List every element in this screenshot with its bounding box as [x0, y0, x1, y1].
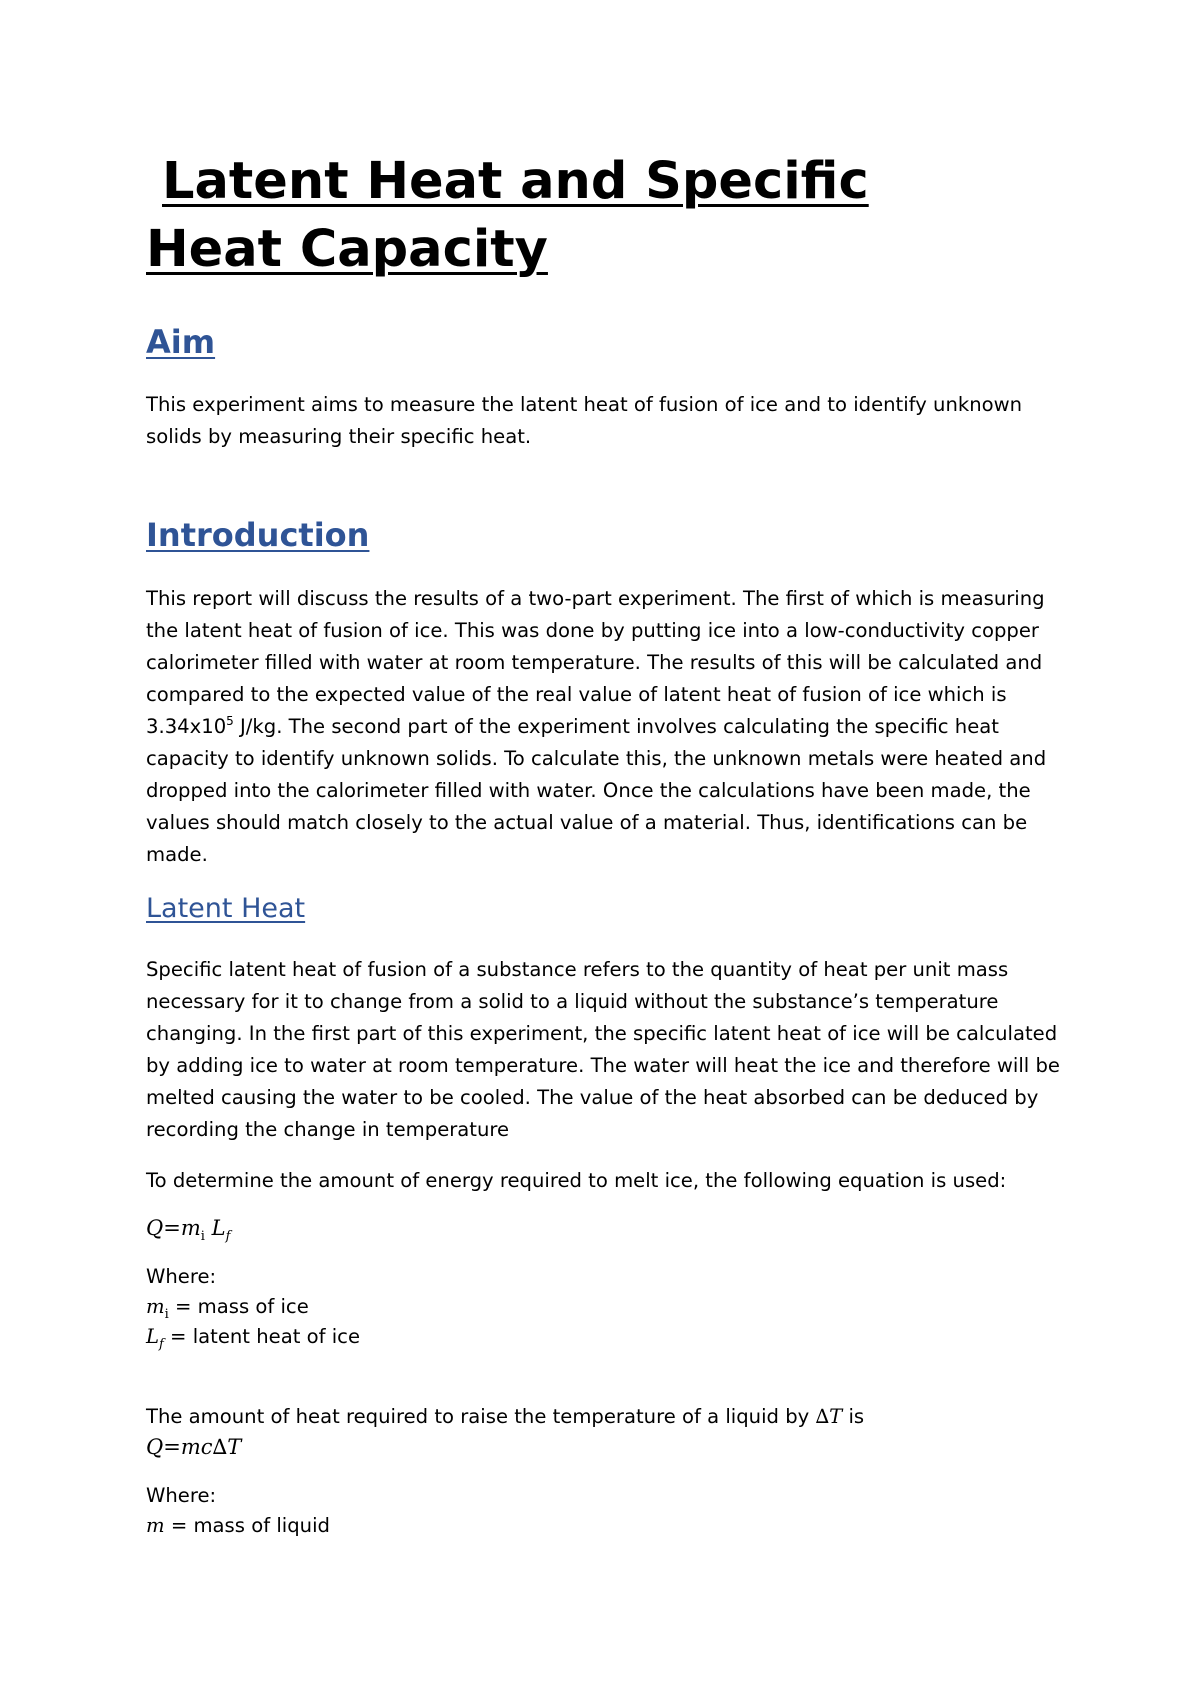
value-base: 3.34x10: [146, 715, 227, 738]
where-label-2: Where:: [146, 1484, 217, 1507]
where-label-1: Where:: [146, 1265, 217, 1288]
latent-heat-value: [146, 715, 234, 738]
latent-heat-heading: Latent Heat: [146, 893, 306, 924]
definition-mass-ice: $m_i$ = mass of ice: [146, 1295, 309, 1322]
aim-paragraph: This experiment aims to measure the latent heat of fusion of ice and to identify unknown solids by measuring their specific heat.: [146, 393, 1023, 448]
document-title: [146, 148, 1046, 284]
introduction-paragraph: [146, 583, 1076, 871]
introduction-heading: Introduction: [146, 516, 370, 554]
aim-heading: Aim: [146, 323, 216, 361]
equation-intro: To determine the amount of energy required to melt ice, the following equation is used:: [146, 1169, 1007, 1192]
intro-text-part2: J/kg. The second part of the experiment involves calculating the specific heat capacity to identify unknown solids. To calculate this, the unknown metals were heated and dropped into the calorimeter filled with water. Once the calculations have been made, the values should match closely to the actual value of a material. Thus, identifications can be made.: [146, 715, 1047, 866]
equation-q-mc-delta-t: Q=mc∆T: [146, 1435, 242, 1459]
title-line-1: Latent Heat and Specific: [162, 152, 869, 211]
definition-latent-heat: $L_f$ = latent heat of ice: [146, 1325, 360, 1352]
intro-text-part1: This report will discuss the results of a two-part experiment. The first of which is measuring the latent heat of fusion of ice. This was done by putting ice into a low-conductivity copper calorimeter filled with water at room temperature. The results of this will be calculated and compared to the expected value of the real value of latent heat of fusion of ice which is: [146, 587, 1045, 706]
definition-mass-liquid: m = mass of liquid: [146, 1514, 330, 1537]
equation-q-mi-lf: $Q=m_i$ $L_f$: [146, 1216, 231, 1244]
latent-heat-paragraph: Specific latent heat of fusion of a substance refers to the quantity of heat per unit mass necessary for it to change from a solid to a liquid without the substance’s temperature changing. In the first part of this experiment, the specific latent heat of ice will be calculated by adding ice to water at room temperature. The water will heat the ice and therefore will be melted causing the water to be cooled. The value of the heat absorbed can be deduced by recording the change in temperature: [146, 958, 1060, 1141]
title-line-2: Heat Capacity: [146, 220, 548, 279]
value-exponent: 5: [226, 714, 234, 728]
heat-raise-sentence: The amount of heat required to raise the temperature of a liquid by ∆T is: [146, 1405, 865, 1428]
